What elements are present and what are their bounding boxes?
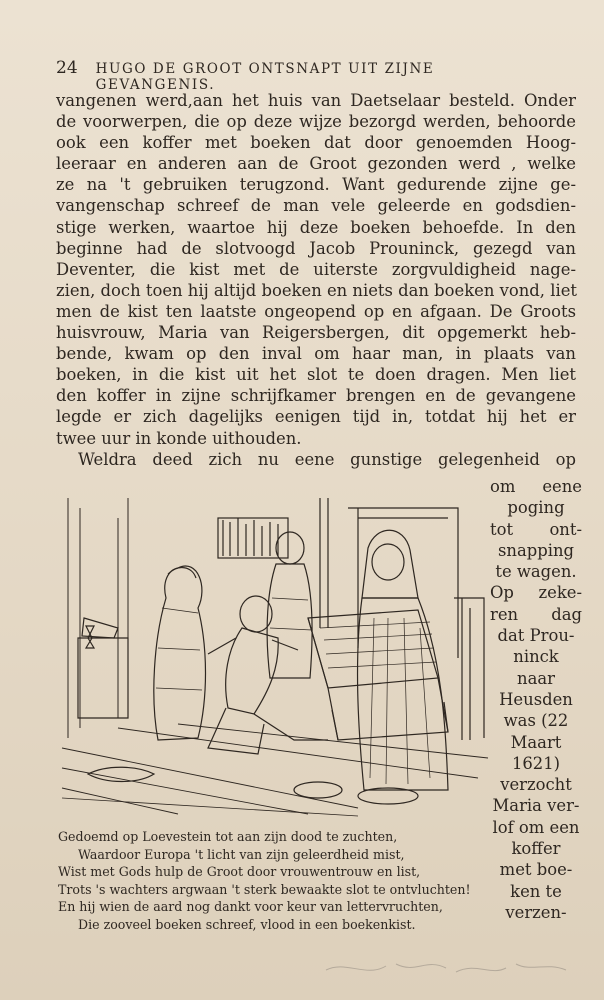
body-line: twee uur in konde uithouden. [56,428,302,448]
side-line: om eene [490,477,582,496]
side-line: koffer [511,839,561,859]
body-line: beginne had de slotvoogd Jacob Prouninck, gezegd van [56,238,576,258]
paragraph-start: Weldra deed zich nu eene gunstige gelegenheid op [78,449,576,469]
poem-line: Wist met Gods hulp de Groot door vrouwentrouw en list, [58,864,421,880]
side-line: te wagen. [495,562,577,582]
side-line: dat Prou- [497,626,575,646]
engraving-illustration [58,478,490,818]
side-line: ren dag [490,604,582,624]
poem-line: Trots 's wachters argwaan 't sterk bewaakte slot te ontvluchten! [58,881,471,897]
side-line: Heusden [499,689,573,709]
body-line: zien, doch toen hij altijd boeken en niets dan boeken vond, liet [56,280,577,300]
side-line: Op zeke- [490,583,582,603]
page-number: 24 [56,58,78,78]
body-line: men de kist ten laatste ongeopend op en afgaan. De Groots [56,301,576,321]
body-line: vangenen werd,aan het huis van Daetselaar besteld. Onder [56,91,576,110]
side-line: verzen- [505,902,567,922]
side-line: Maria ver- [492,796,580,816]
poem-line: Die zooveel boeken schreef, vlood in een boekenkist. [78,916,416,932]
running-header [56,58,556,93]
side-line: 1621) [511,753,561,773]
body-line: den koffer in zijne schrijfkamer brengen en de gevangene [56,386,576,406]
side-line: snapping [497,540,574,560]
side-line: met boe- [499,860,573,880]
side-line: tot ont- [490,519,582,539]
body-line: bende, kwam op den inval om haar man, in plaats van [56,344,576,364]
side-line: poging [507,498,565,518]
side-line: naar [517,668,555,688]
body-line: Deventer, die kist met de uiterste zorgvuldigheid nage- [56,259,576,279]
caption-poem [58,828,498,934]
running-title: HUGO DE GROOT ONTSNAPT UIT ZIJNE GEVANGENIS. [95,61,435,93]
body-line: vangenschap schreef de man vele geleerde en godsdien- [56,196,576,216]
body-line: leeraar en anderen aan de Groot gezonden werd , welke [56,154,576,174]
body-line: ook een koffer met boeken dat door genoemden Hoog- [56,133,576,153]
side-line: lof om een [492,817,580,837]
pencil-scribble [316,950,576,990]
body-line: legde er zich dagelijks eenigen tijd in, totdat hij het er [56,407,576,427]
poem-line: Waardoor Europa 't licht van zijn geleerdheid mist, [78,846,405,862]
poem-line: En hij wien de aard nog dankt voor keur van lettervruchten, [58,899,443,915]
side-column-text [490,476,582,923]
poem-line: Gedoemd op Loevestein tot aan zijn dood te zuchten, [58,829,398,844]
side-line: ninck [513,647,559,667]
side-line: ken te [510,881,562,901]
body-line: ze na 't gebruiken terugzond. Want gedurende zijne ge- [56,175,576,195]
side-line: was (22 [503,711,569,731]
body-line: de voorwerpen, die op deze wijze bezorgd werden, behoorde [56,112,576,132]
body-line: boeken, in die kist uit het slot te doen dragen. Men liet [56,365,576,385]
body-text [56,90,576,470]
body-line: stige werken, waartoe hij deze boeken behoefde. In den [56,217,576,237]
side-line: Maart [510,732,562,752]
body-line: huisvrouw, Maria van Reigersbergen, dit opgemerkt heb- [56,323,576,343]
side-line: verzocht [500,775,572,795]
